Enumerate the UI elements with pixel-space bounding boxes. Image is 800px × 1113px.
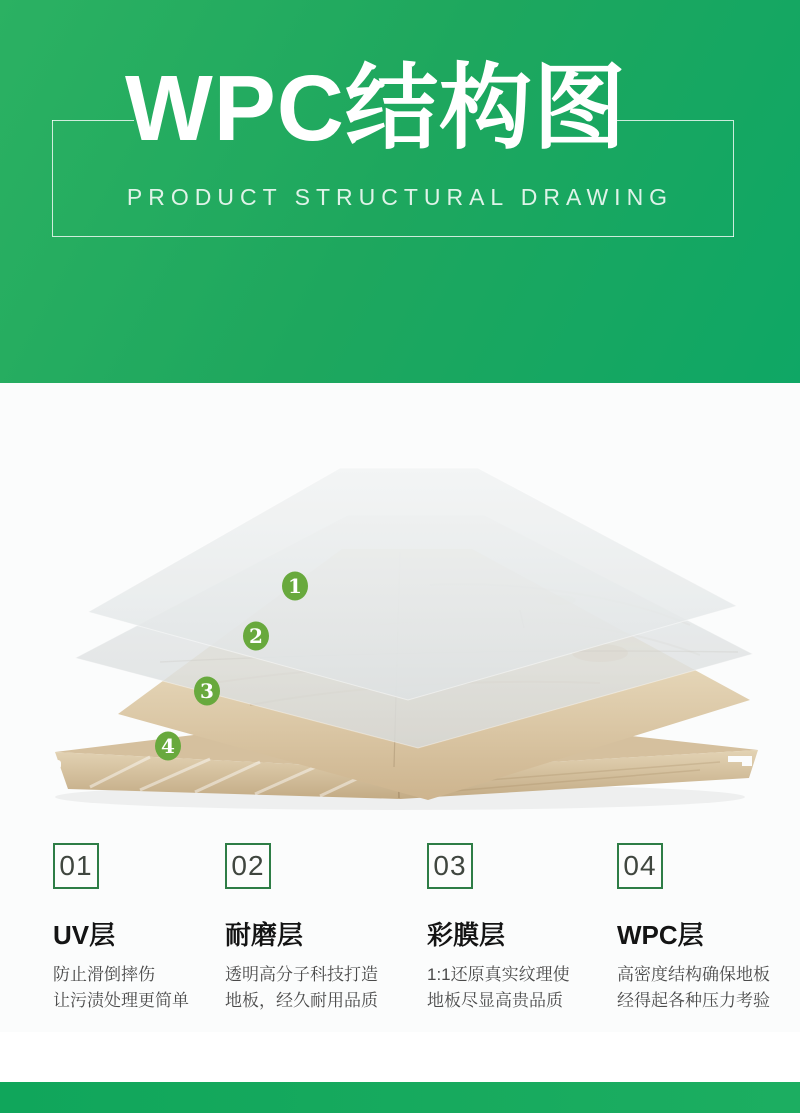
- spec-number-box: 02: [225, 843, 271, 889]
- layer-badge-4-label: 4: [161, 734, 175, 758]
- spec-number-box: 04: [617, 843, 663, 889]
- spec-title: UV层: [53, 920, 116, 950]
- spec-title: WPC层: [617, 920, 704, 950]
- spec-number-box: 03: [427, 843, 473, 889]
- spec-desc: [427, 962, 570, 1014]
- spec-columns: [0, 843, 800, 1023]
- layer-badge-4: [155, 732, 181, 761]
- spec-column-wpc: [617, 843, 800, 1023]
- header-section: [0, 0, 800, 383]
- spec-desc: [53, 962, 189, 1014]
- spec-title: 耐磨层: [225, 920, 304, 950]
- spec-desc-line-2: 让污渍处理更简单: [53, 991, 189, 1010]
- spec-desc-line-1: 防止滑倒摔伤: [53, 965, 155, 984]
- layer-badge-2: [243, 622, 269, 651]
- spec-desc-line-1: 透明高分子科技打造: [225, 965, 378, 984]
- spec-number-box: 01: [53, 843, 99, 889]
- spec-desc-line-2: 地板尽显高贵品质: [427, 991, 563, 1010]
- layer-badge-3: [194, 677, 220, 706]
- layers-diagram: [0, 385, 800, 817]
- page-title: WPC结构图: [125, 56, 627, 160]
- spec-title: 彩膜层: [427, 920, 506, 950]
- footer-bar: [0, 1082, 800, 1113]
- page-subtitle: PRODUCT STRUCTURAL DRAWING: [126, 184, 674, 210]
- layer-badge-3-label: 3: [200, 679, 214, 703]
- spec-column-wear: [225, 843, 420, 1023]
- spec-desc: [617, 962, 770, 1014]
- spec-desc-line-2: 经得起各种压力考验: [617, 991, 770, 1010]
- layer-badge-1: [282, 572, 308, 601]
- spec-column-uv: [53, 843, 248, 1023]
- spec-desc-line-1: 1:1还原真实纹理使: [427, 965, 570, 984]
- layer-badge-2-label: 2: [249, 624, 263, 648]
- layer-badge-1-label: 1: [288, 574, 302, 598]
- spec-desc: [225, 962, 378, 1014]
- spec-desc-line-1: 高密度结构确保地板: [617, 965, 770, 984]
- spec-column-film: [427, 843, 622, 1023]
- spec-desc-line-2: 地板，经久耐用品质: [225, 991, 378, 1010]
- title-frame-line-bottom: [52, 236, 734, 237]
